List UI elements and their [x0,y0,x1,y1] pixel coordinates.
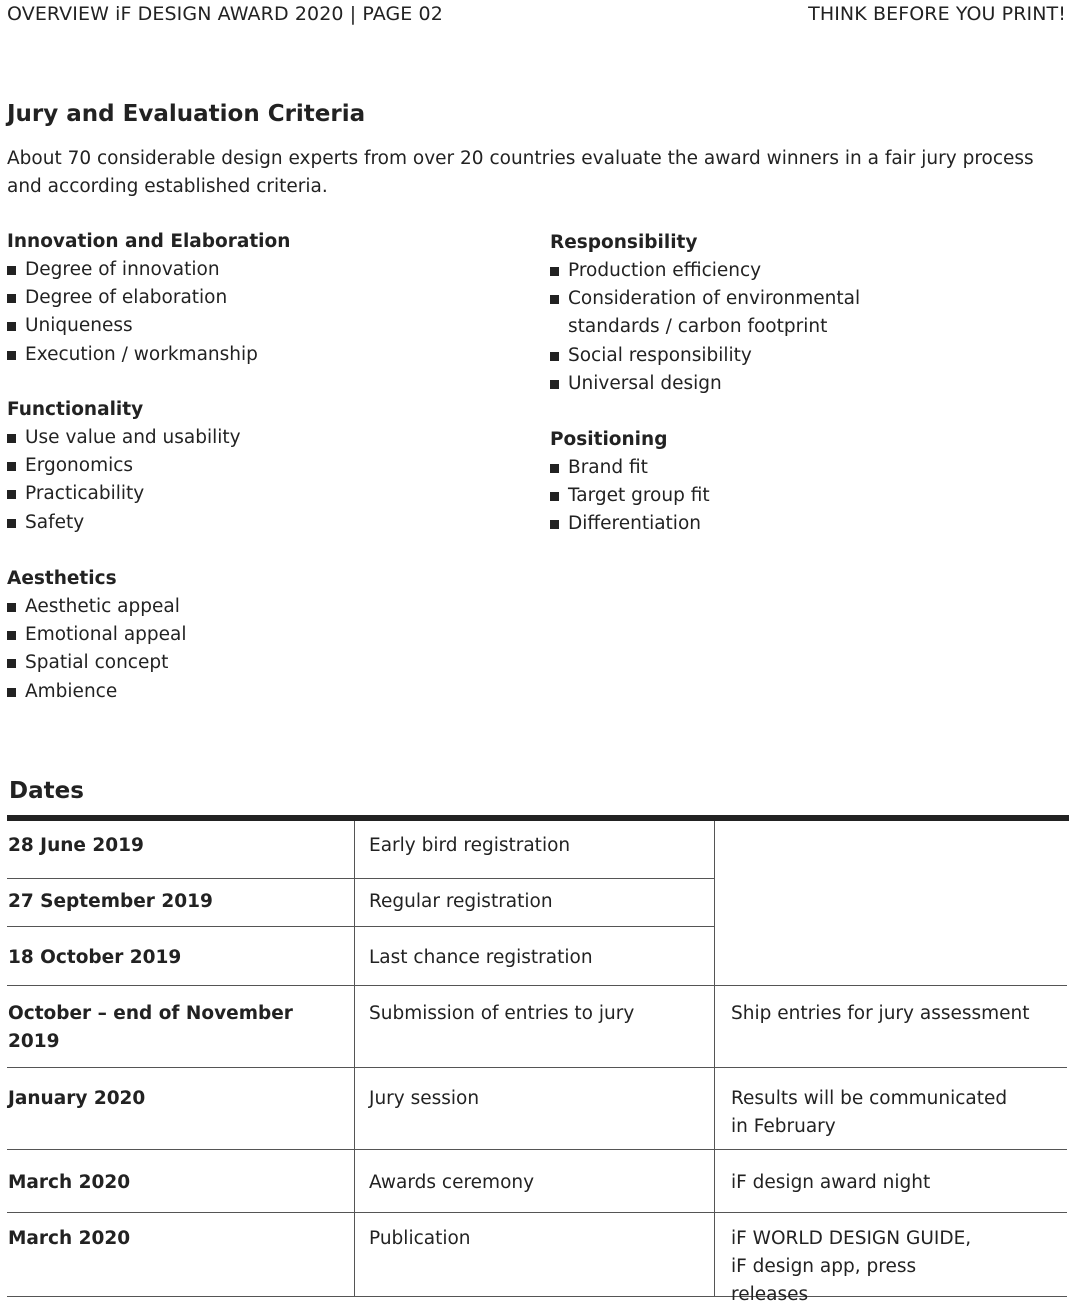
criteria-item: Social responsibility [550,342,880,370]
table-row-divider [7,1212,1067,1213]
square-bullet-icon [7,490,16,499]
page-header-tagline: THINK BEFORE YOU PRINT! [808,3,1066,25]
criteria-list [550,454,1050,539]
square-bullet-icon [7,688,16,697]
table-cell-date: 27 September 2019 [8,891,213,912]
table-cell-event: Regular registration [369,891,553,912]
table-row-divider [7,985,1067,986]
square-bullet-icon [7,351,16,360]
criteria-list [7,256,507,369]
table-cell-event: Submission of entries to jury [369,1003,635,1024]
table-cell-date: October – end of November 2019 [8,1003,293,1052]
criteria-item: Aesthetic appeal [7,593,507,621]
criteria-group-innovation [7,228,507,369]
dates-table [7,821,1069,1305]
criteria-list [7,593,507,706]
table-cell-date: March 2020 [8,1228,131,1249]
table-cell-date: March 2020 [8,1172,131,1193]
square-bullet-icon [7,266,16,275]
square-bullet-icon [7,462,16,471]
table-row-divider [7,878,715,879]
criteria-group-title: Aesthetics [7,568,117,589]
table-row-divider [7,1149,1067,1150]
jury-intro-text: About 70 considerable design experts from over 20 countries evaluate the award winners in a fair jury process and according established criteria. [7,148,1034,197]
criteria-group-positioning [550,426,1050,539]
criteria-group-functionality [7,396,507,537]
criteria-item: Emotional appeal [7,621,507,649]
table-row-divider [7,1067,1067,1068]
table-cell-event: Publication [369,1228,471,1249]
square-bullet-icon [7,322,16,331]
table-cell-event: Last chance registration [369,947,593,968]
criteria-item: Universal design [550,370,880,398]
criteria-group-title: Functionality [7,399,144,420]
criteria-item: Execution / workmanship [7,341,507,369]
square-bullet-icon [550,352,559,361]
square-bullet-icon [7,603,16,612]
square-bullet-icon [550,295,559,304]
criteria-item: Target group fit [550,482,1050,510]
table-column-divider [714,821,715,1297]
table-cell-date: 28 June 2019 [8,835,144,856]
criteria-item: Degree of innovation [7,256,507,284]
jury-section-title: Jury and Evaluation Criteria [7,101,366,127]
square-bullet-icon [550,520,559,529]
table-column-divider [354,821,355,1297]
square-bullet-icon [550,267,559,276]
square-bullet-icon [7,434,16,443]
criteria-item: Spatial concept [7,649,507,677]
square-bullet-icon [7,294,16,303]
criteria-item: Differentiation [550,510,1050,538]
page-header-title: OVERVIEW iF DESIGN AWARD 2020 | PAGE 02 [7,3,443,25]
criteria-list [550,257,880,398]
criteria-item: Safety [7,509,507,537]
square-bullet-icon [7,519,16,528]
table-cell-date: 18 October 2019 [8,947,182,968]
table-cell-event: Early bird registration [369,835,571,856]
criteria-group-title: Positioning [550,429,668,450]
dates-section-title: Dates [9,778,84,804]
criteria-item: Ambience [7,678,507,706]
square-bullet-icon [550,380,559,389]
square-bullet-icon [7,659,16,668]
criteria-item: Brand fit [550,454,1050,482]
criteria-group-responsibility [550,229,880,398]
criteria-item: Practicability [7,480,507,508]
criteria-group-aesthetics [7,565,507,706]
criteria-group-title: Innovation and Elaboration [7,231,291,252]
criteria-item: Use value and usability [7,424,507,452]
table-cell-note: iF design award night [731,1172,931,1193]
criteria-item: Consideration of environmental standards / carbon footprint [550,285,880,341]
criteria-item: Ergonomics [7,452,507,480]
criteria-item: Production efficiency [550,257,880,285]
square-bullet-icon [550,464,559,473]
table-cell-date: January 2020 [8,1088,146,1109]
table-cell-event: Jury session [369,1088,480,1109]
criteria-group-title: Responsibility [550,232,698,253]
criteria-list [7,424,507,537]
table-cell-note: iF WORLD DESIGN GUIDE, iF design app, press releases [731,1228,972,1305]
criteria-item: Degree of elaboration [7,284,507,312]
table-row-divider [7,926,715,927]
square-bullet-icon [7,631,16,640]
table-cell-event: Awards ceremony [369,1172,535,1193]
table-cell-note: Results will be communicated in February [731,1088,1008,1137]
square-bullet-icon [550,492,559,501]
criteria-item: Uniqueness [7,312,507,340]
table-cell-note: Ship entries for jury assessment [731,1003,1030,1024]
